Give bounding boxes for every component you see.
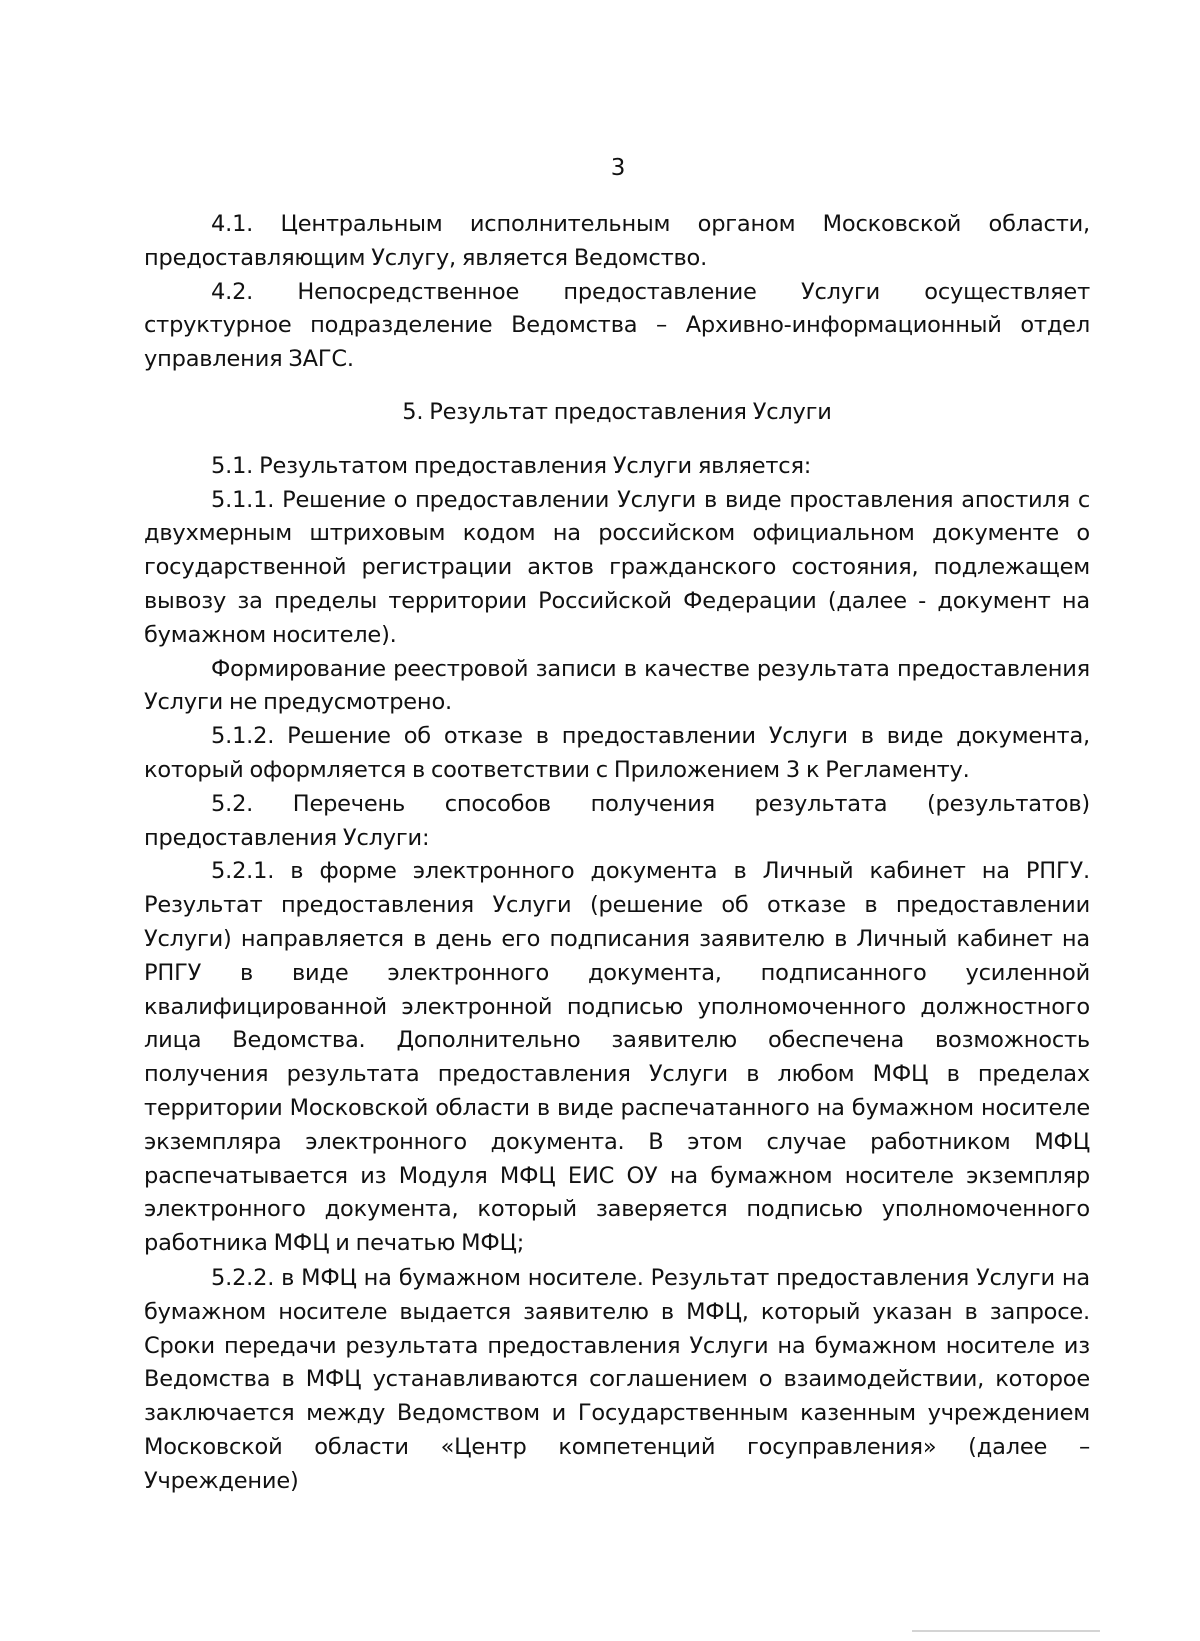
page-number: 3	[610, 155, 626, 181]
paragraph-5-1-1: 5.1.1. Решение о предоставлении Услуги в виде проставления апостиля с двухмерным штриховым кодом на российском официальном документе о государственной регистрации актов гражданского состояния, подлежащем вывозу за пределы территории Российской Федерации (далее - документ на бумажном носителе).	[144, 486, 1090, 648]
section-5-title: 5. Результат предоставления Услуги	[402, 398, 832, 425]
bottom-edge-mark	[912, 1630, 1100, 1632]
paragraph-5-1: 5.1. Результатом предоставления Услуги является:	[211, 452, 812, 479]
paragraph-4-2: 4.2. Непосредственное предоставление Услуги осуществляет структурное подразделение Ведомства – Архивно-информационный отдел управления ЗАГС.	[144, 278, 1090, 373]
paragraph-4-1: 4.1. Центральным исполнительным органом Московской области, предоставляющим Услугу, является Ведомство.	[144, 211, 1090, 271]
document-body	[144, 208, 1090, 1498]
paragraph-5-1-2: 5.1.2. Решение об отказе в предоставлении Услуги в виде документа, который оформляется в соответствии с Приложением 3 к Регламенту.	[144, 723, 1090, 783]
paragraph-registry-record: Формирование реестровой записи в качестве результата предоставления Услуги не предусмотрено.	[144, 655, 1090, 716]
paragraph-5-2: 5.2. Перечень способов получения результата (результатов) предоставления Услуги:	[144, 790, 1090, 851]
paragraph-5-2-2: 5.2.2. в МФЦ на бумажном носителе. Результат предоставления Услуги на бумажном носителе выдается заявителю в МФЦ, который указан в запросе. Сроки передачи результата предоставления Услуги на бумажном носителе из Ведомства в МФЦ устанавливаются соглашением о взаимодействии, которое заключается между Ведомством и Государственным казенным учреждением Московской области «Центр компетенций госуправления» (далее – Учреждение)	[144, 1264, 1090, 1494]
paragraph-5-2-1: 5.2.1. в форме электронного документа в Личный кабинет на РПГУ. Результат предоставления Услуги (решение об отказе в предоставлении Услуги) направляется в день его подписания заявителю в Личный кабинет на РПГУ в виде электронного документа, подписанного усиленной квалифицированной электронной подписью уполномоченного должностного лица Ведомства. Дополнительно заявителю обеспечена возможность получения результата предоставления Услуги в любом МФЦ в пределах территории Московской области в виде распечатанного на бумажном носителе экземпляра электронного документа. В этом случае работником МФЦ распечатывается из Модуля МФЦ ЕИС ОУ на бумажном носителе экземпляр электронного документа, который заверяется подписью уполномоченного работника МФЦ и печатью МФЦ;	[144, 858, 1090, 1257]
